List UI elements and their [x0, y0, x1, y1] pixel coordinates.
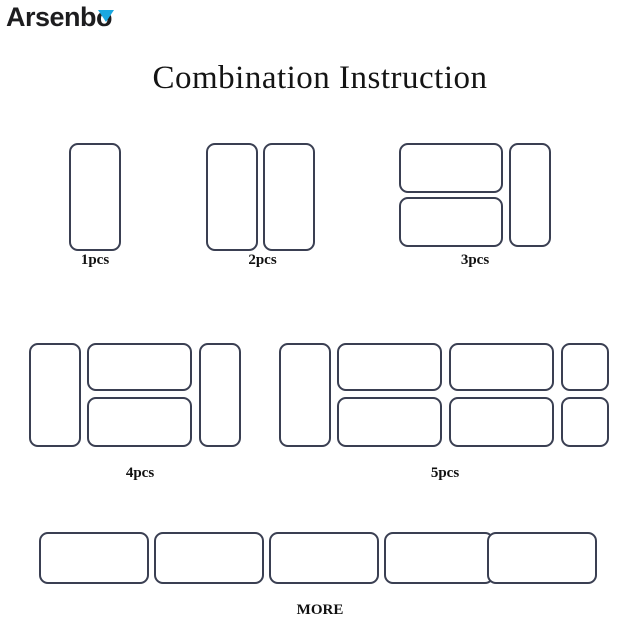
tray-box	[487, 532, 597, 584]
tray-box	[69, 143, 121, 251]
tray-box	[399, 197, 503, 247]
page-title: Combination Instruction	[152, 60, 488, 96]
group-2pcs-label: 2pcs	[248, 252, 277, 268]
tray-box	[561, 343, 609, 391]
tray-box	[337, 397, 442, 447]
brand-logo	[6, 4, 112, 31]
tray-box	[509, 143, 551, 247]
tray-box	[384, 532, 494, 584]
tray-box	[279, 343, 331, 447]
tray-box	[154, 532, 264, 584]
group-3pcs	[395, 135, 555, 285]
group-1pcs-label: 1pcs	[80, 252, 110, 268]
group-4pcs-label: 4pcs	[125, 465, 155, 481]
brand-name: Arsenbo	[6, 2, 113, 32]
tray-box	[87, 397, 192, 447]
tray-box	[561, 397, 609, 447]
group-more-label: MORE	[296, 602, 344, 618]
tray-box	[269, 532, 379, 584]
tray-box	[263, 143, 315, 251]
tray-box	[39, 532, 149, 584]
group-1pcs	[55, 135, 135, 285]
group-5pcs-label: 5pcs	[430, 465, 460, 481]
tray-box	[449, 397, 554, 447]
tray-box	[449, 343, 554, 391]
group-3pcs-label: 3pcs	[460, 252, 490, 268]
tray-box	[199, 343, 241, 447]
tray-box	[337, 343, 442, 391]
group-5pcs	[275, 335, 615, 500]
tray-box	[399, 143, 503, 193]
tray-box	[206, 143, 258, 251]
triangle-logo-icon	[98, 10, 114, 22]
group-4pcs	[25, 335, 255, 500]
tray-box	[29, 343, 81, 447]
tray-box	[87, 343, 192, 391]
group-more	[35, 520, 605, 625]
group-2pcs	[200, 135, 325, 285]
